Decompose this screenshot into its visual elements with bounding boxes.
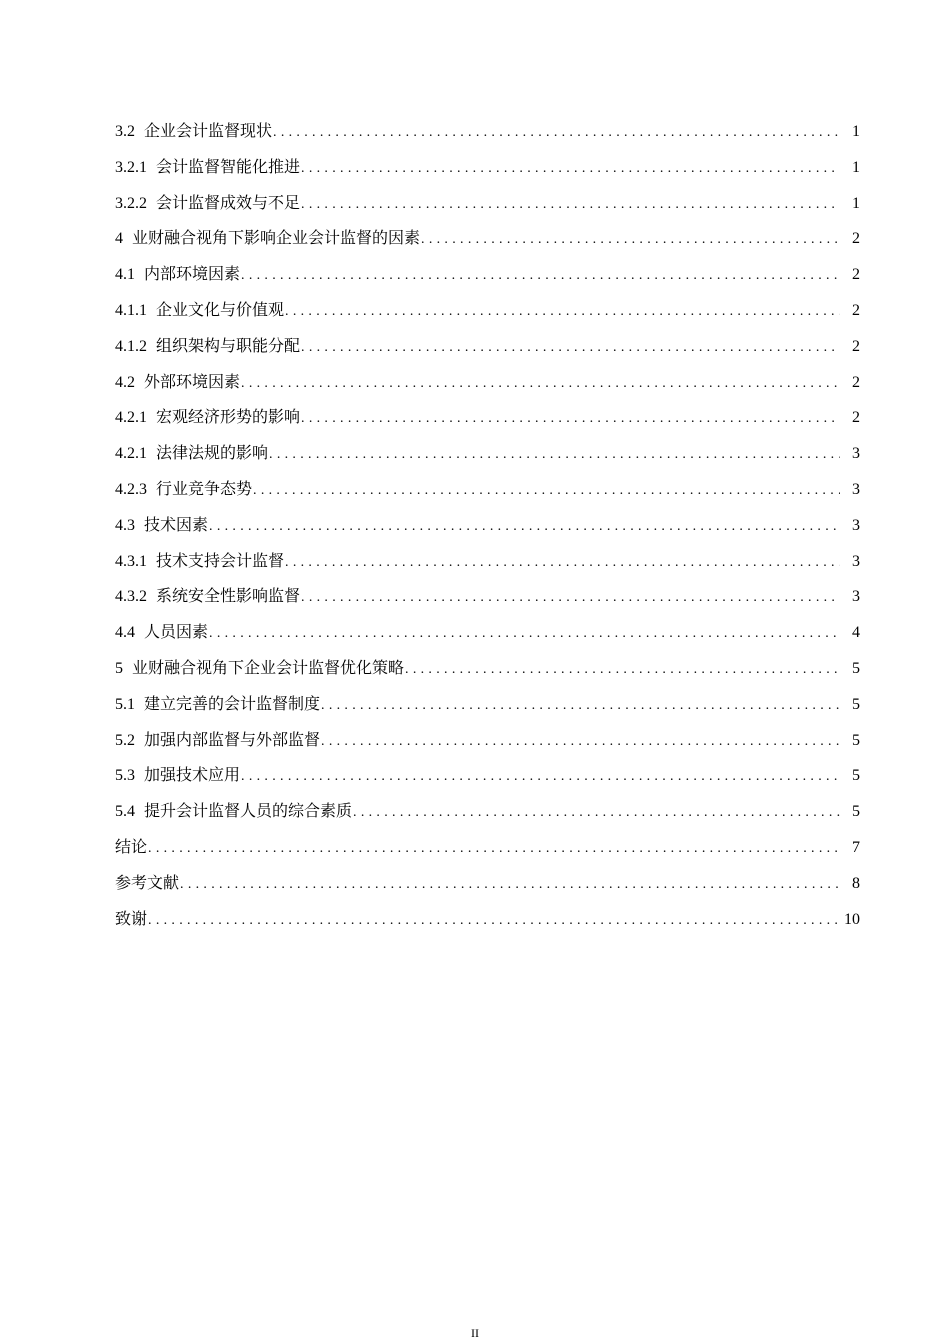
toc-entry[interactable]: [115, 508, 860, 544]
toc-entry[interactable]: [115, 830, 860, 866]
toc-entry-heading: [115, 651, 404, 687]
toc-entry-page: 1: [852, 158, 860, 176]
toc-entry-page: 2: [852, 301, 860, 319]
toc-entry-title: 系统安全性影响监督: [156, 588, 301, 606]
toc-entry[interactable]: [115, 365, 860, 401]
toc-entry-heading: [115, 150, 300, 186]
toc-entry-title: 会计监督智能化推进: [156, 158, 301, 176]
page-number-footer: II: [471, 1326, 479, 1340]
toc-entry-page: 10: [844, 910, 860, 928]
toc-entry[interactable]: [115, 615, 860, 651]
toc-dot-leader: [148, 831, 840, 867]
toc-entry[interactable]: [115, 257, 860, 293]
toc-entry[interactable]: [115, 436, 860, 472]
toc-entry-heading: [115, 794, 352, 830]
toc-entry-heading: [115, 365, 240, 401]
toc-entry-heading: [115, 615, 208, 651]
toc-entry-title: 加强技术应用: [144, 767, 241, 785]
toc-entry-page: 3: [852, 516, 860, 534]
toc-entry-page: 5: [852, 767, 860, 785]
toc-dot-leader: [321, 724, 840, 760]
toc-entry-page: 5: [852, 659, 860, 677]
toc-entry-number: 3.2.1: [115, 158, 147, 176]
toc-dot-leader: [301, 580, 840, 616]
toc-entry-number: 4.2.1: [115, 445, 147, 463]
toc-dot-leader: [180, 867, 840, 903]
toc-dot-leader: [241, 759, 840, 795]
toc-entry-heading: [115, 830, 147, 866]
toc-entry-number: 4.4: [115, 624, 135, 642]
toc-dot-leader: [253, 473, 840, 509]
toc-entry-heading: [115, 329, 300, 365]
toc-dot-leader: [421, 222, 840, 258]
toc-entry-heading: [115, 436, 268, 472]
toc-entry-heading: [115, 902, 147, 938]
toc-entry-page: 2: [852, 266, 860, 284]
toc-entry[interactable]: [115, 472, 860, 508]
toc-entry-heading: [115, 221, 420, 257]
toc-entry[interactable]: [115, 579, 860, 615]
toc-entry-heading: [115, 257, 240, 293]
toc-entry-number: 5.2: [115, 731, 135, 749]
toc-entry-number: 4.1.2: [115, 337, 147, 355]
toc-entry-page: 2: [852, 409, 860, 427]
toc-entry-title: 技术因素: [144, 516, 209, 534]
toc-entry-title: 加强内部监督与外部监督: [144, 731, 321, 749]
toc-entry-page: 3: [852, 552, 860, 570]
toc-entry[interactable]: [115, 293, 860, 329]
toc-entry-page: 1: [852, 123, 860, 140]
toc-entry-number: 4: [115, 230, 123, 248]
toc-entry-title: 组织架构与职能分配: [156, 337, 301, 355]
toc-entry-title: 提升会计监督人员的综合素质: [144, 803, 353, 821]
toc-entry-heading: [115, 758, 240, 794]
toc-entry-heading: [115, 186, 300, 222]
toc-dot-leader: [301, 187, 840, 223]
toc-dot-leader: [301, 401, 840, 437]
toc-entry[interactable]: [115, 114, 860, 150]
toc-dot-leader: [285, 294, 840, 330]
toc-entry[interactable]: [115, 758, 860, 794]
toc-entry-page: 2: [852, 337, 860, 355]
toc-entry-page: 1: [852, 194, 860, 212]
toc-entry-title: 人员因素: [144, 624, 209, 642]
toc-entry-number: 5.4: [115, 803, 135, 821]
table-of-contents: [115, 114, 860, 937]
toc-entry-heading: [115, 544, 284, 580]
toc-entry[interactable]: [115, 902, 860, 938]
toc-entry-title: 行业竞争态势: [156, 480, 253, 498]
toc-entry-title: 企业会计监督现状: [144, 123, 273, 140]
toc-entry-title: 致谢: [115, 910, 148, 928]
toc-entry-page: 5: [852, 695, 860, 713]
toc-entry-title: 会计监督成效与不足: [156, 194, 301, 212]
toc-entry-page: 5: [852, 803, 860, 821]
toc-entry-number: 4.3.2: [115, 588, 147, 606]
toc-entry[interactable]: [115, 866, 860, 902]
toc-entry-heading: [115, 472, 252, 508]
toc-dot-leader: [273, 115, 840, 151]
toc-entry-number: 3.2: [115, 123, 135, 140]
toc-dot-leader: [285, 545, 840, 581]
toc-dot-leader: [209, 616, 840, 652]
toc-entry[interactable]: [115, 723, 860, 759]
toc-dot-leader: [321, 688, 840, 724]
toc-dot-leader: [301, 330, 840, 366]
toc-entry[interactable]: [115, 794, 860, 830]
toc-entry-number: 4.3: [115, 516, 135, 534]
toc-entry-title: 结论: [115, 838, 148, 856]
toc-entry[interactable]: [115, 329, 860, 365]
toc-dot-leader: [405, 652, 840, 688]
toc-entry-title: 企业文化与价值观: [156, 301, 285, 319]
toc-entry-title: 建立完善的会计监督制度: [144, 695, 321, 713]
toc-entry-number: 4.2: [115, 373, 135, 391]
toc-dot-leader: [241, 258, 840, 294]
toc-entry[interactable]: [115, 687, 860, 723]
toc-entry-heading: [115, 687, 320, 723]
toc-entry-page: 3: [852, 445, 860, 463]
toc-entry-title: 业财融合视角下企业会计监督优化策略: [132, 659, 405, 677]
toc-entry-page: 8: [852, 874, 860, 892]
toc-entry-title: 业财融合视角下影响企业会计监督的因素: [132, 230, 421, 248]
toc-entry-number: 4.1.1: [115, 301, 147, 319]
toc-entry-page: 3: [852, 480, 860, 498]
toc-entry-number: 4.2.1: [115, 409, 147, 427]
toc-entry-heading: [115, 723, 320, 759]
toc-entry-title: 参考文献: [115, 874, 180, 892]
toc-entry-heading: [115, 293, 284, 329]
toc-entry-number: 5.3: [115, 767, 135, 785]
toc-entry[interactable]: [115, 186, 860, 222]
toc-entry-page: 5: [852, 731, 860, 749]
toc-entry-title: 外部环境因素: [144, 373, 241, 391]
toc-entry-title: 法律法规的影响: [156, 445, 269, 463]
toc-entry[interactable]: [115, 400, 860, 436]
toc-dot-leader: [148, 903, 840, 939]
toc-entry-page: 3: [852, 588, 860, 606]
toc-dot-leader: [241, 366, 840, 402]
toc-entry-number: 4.2.3: [115, 480, 147, 498]
toc-entry-title: 内部环境因素: [144, 266, 241, 284]
toc-entry[interactable]: [115, 150, 860, 186]
toc-entry-heading: [115, 400, 300, 436]
toc-dot-leader: [269, 437, 840, 473]
toc-entry-number: 5: [115, 659, 123, 677]
toc-entry-page: 2: [852, 373, 860, 391]
toc-entry-title: 技术支持会计监督: [156, 552, 285, 570]
toc-dot-leader: [353, 795, 840, 831]
toc-entry-page: 2: [852, 230, 860, 248]
toc-entry-page: 7: [852, 838, 860, 856]
toc-entry-title: 宏观经济形势的影响: [156, 409, 301, 427]
toc-entry[interactable]: [115, 544, 860, 580]
toc-dot-leader: [209, 509, 840, 545]
toc-entry[interactable]: [115, 221, 860, 257]
toc-entry-heading: [115, 579, 300, 615]
toc-entry-number: 4.3.1: [115, 552, 147, 570]
toc-entry-heading: [115, 508, 208, 544]
toc-entry-page: 4: [852, 624, 860, 642]
toc-entry-heading: [115, 114, 272, 150]
toc-entry-number: 5.1: [115, 695, 135, 713]
toc-dot-leader: [301, 151, 840, 187]
toc-entry-number: 4.1: [115, 266, 135, 284]
toc-entry-number: 3.2.2: [115, 194, 147, 212]
toc-entry[interactable]: [115, 651, 860, 687]
toc-entry-heading: [115, 866, 179, 902]
